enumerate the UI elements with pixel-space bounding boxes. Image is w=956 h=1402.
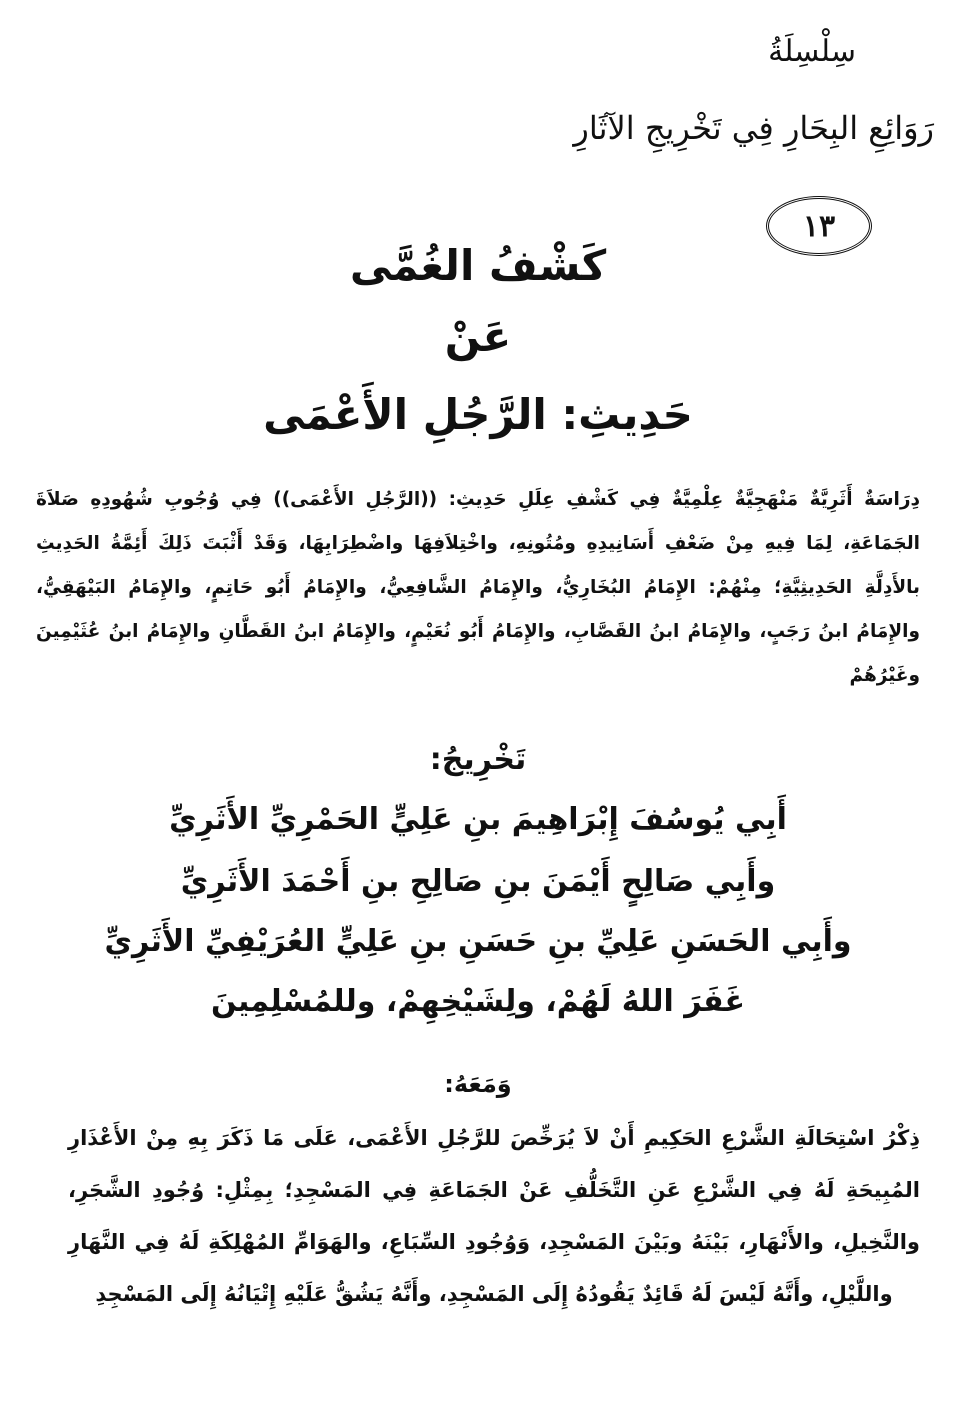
intro-paragraph: دِرَاسَةٌ أَثَرِيَّةٌ مَنْهَجِيَّةٌ عِلْمِيَّةٌ فِي كَشْفِ عِلَلِ حَدِيثِ: ((الرَّجُلِ الأَعْمَى)) فِي وُجُوبِ شُهُودِهِ صَلاَةَ الجَمَاعَةِ، لِمَا فِيهِ مِنْ ضَعْفِ أَسَانِيدِهِ ومُتُونِهِ، واخْتِلاَفِهَا واضْطِرَابِهَا، وَقَدْ أَثْبَتَ ذَلِكَ أَئِمَّةُ الحَدِيثِ بالأَدِلَّةِ الحَدِيثِيَّةِ؛ مِنْهُمْ: الإِمَامُ البُخَارِيُّ، والإِمَامُ الشَّافِعِيُّ، والإِمَامُ أَبُو حَاتِمٍ، والإِمَامُ البَيْهَقِيُّ، والإِمَامُ ابنُ رَجَبٍ، والإِمَامُ ابنُ القَصَّابِ، والإِمَامُ أَبُو نُعَيْمٍ، والإِمَامُ ابنُ القَطَّانِ والإِمَامُ ابنُ عُثَيْمِينَ وغَيْرُهُمْ xyxy=(36,489,920,686)
prayer-line: غَفَرَ اللهُ لَهُمْ، ولِشَيْخِهِمْ، وللمُسْلِمِينَ xyxy=(211,984,745,1019)
author-line-3: وأَبِي الحَسَنِ عَلِيِّ بنِ حَسَنِ بنِ عَلِيٍّ العُرَيْفِيِّ الأَثَرِيِّ xyxy=(104,924,852,959)
book-title-line-3: حَدِيثِ: الرَّجُلِ الأَعْمَى xyxy=(263,390,693,439)
book-title-line-2: عَنْ xyxy=(444,312,512,361)
book-title-line-1: كَشْفُ الغُمَّى xyxy=(349,241,607,290)
appendix-paragraph: ذِكْرُ اسْتِحَالَةِ الشَّرْعِ الحَكِيمِ أَنْ لاَ يُرَخِّصَ للرَّجُلِ الأَعْمَى، عَلَى مَا ذَكَرَ بِهِ مِنْ الأَعْذَارِ المُبِيحَةِ لَهُ فِي الشَّرْعِ عَنِ التَّخَلُّفِ عَنْ الجَمَاعَةِ فِي المَسْجِدِ؛ بِمِثْلِ: وُجُودِ الشَّجَرِ، والنَّخِيلِ، والأَنْهَارِ، بَيْنَهُ وبَيْنَ المَسْجِدِ، وَوُجُودِ السِّبَاعِ، والهَوَامِّ المُهْلِكَةِ لَهُ فِي النَّهَارِ واللَّيْلِ، وأَنَّهُ لَيْسَ لَهُ قَائِدٌ يَقُودُهُ إِلَى المَسْجِدِ، وأَنَّهُ يَشُقُّ عَلَيْهِ إِتْيَانُهُ إِلَى المَسْجِدِ xyxy=(68,1126,920,1306)
volume-number: ١٣ xyxy=(802,208,836,244)
series-label: سِلْسِلَةُ xyxy=(768,34,856,69)
takhrij-heading: تَخْرِيجُ: xyxy=(429,742,527,777)
series-name: رَوَائِعِ البِحَارِ فِي تَخْرِيجِ الآثَارِ xyxy=(573,109,934,147)
appendix-heading: وَمَعَهُ: xyxy=(444,1070,512,1098)
author-line-2: وأَبِي صَالِحٍ أَيْمَنَ بنِ صَالِحِ بنِ أَحْمَدَ الأَثَرِيِّ xyxy=(180,864,776,899)
author-line-1: أَبِي يُوسُفَ إِبْرَاهِيمَ بنِ عَلِيٍّ الحَمْرِيِّ الأَثَرِيِّ xyxy=(169,802,787,837)
